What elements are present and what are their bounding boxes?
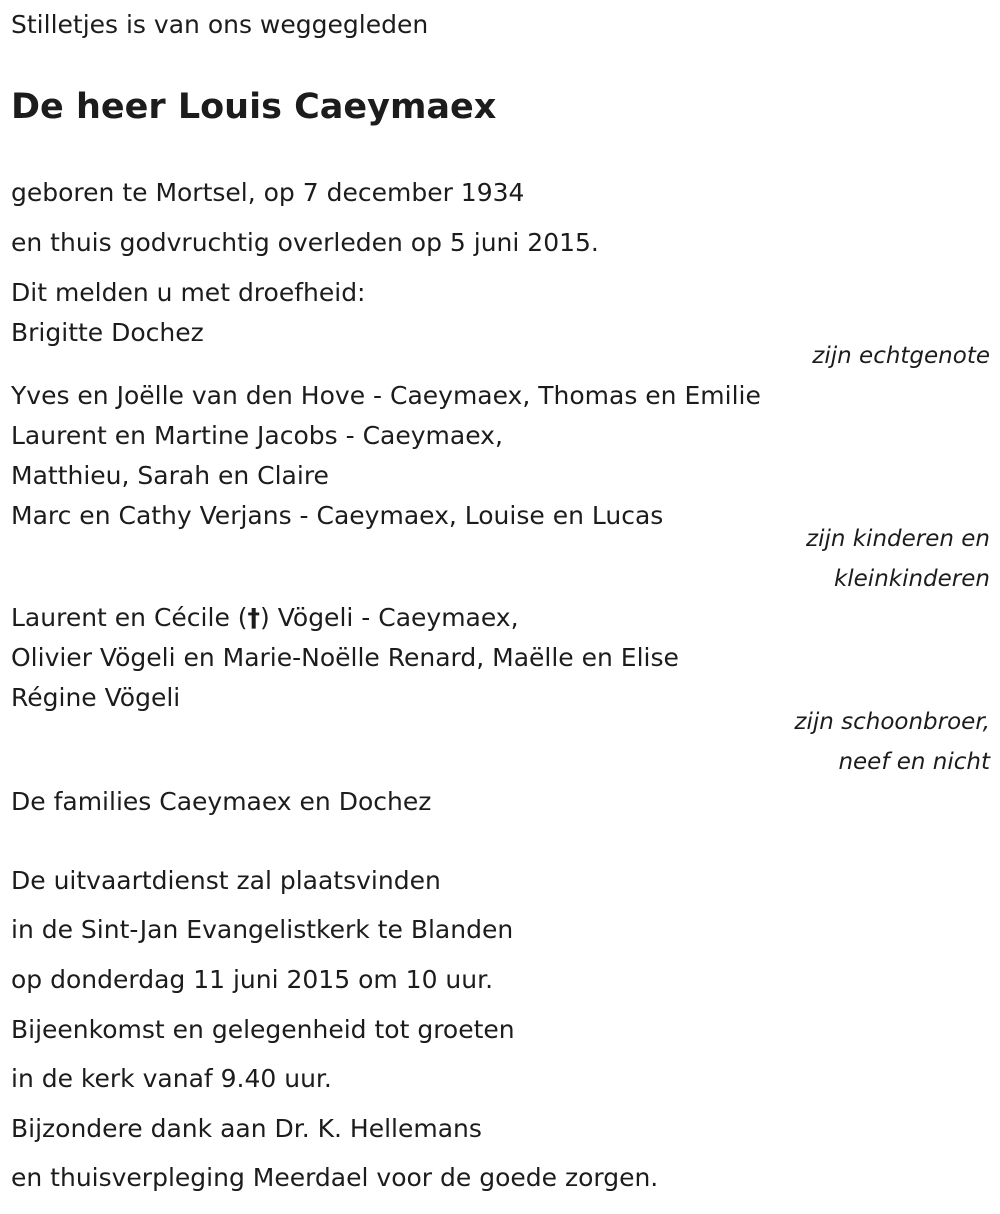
death-line: en thuis godvruchtig overleden op 5 juni 2015. xyxy=(11,228,599,257)
service-line: in de Sint-Jan Evangelistkerk te Blanden xyxy=(11,915,514,944)
children-line: Yves en Joëlle van den Hove - Caeymaex, Thomas en Emilie xyxy=(11,381,761,410)
children-line: Matthieu, Sarah en Claire xyxy=(11,461,329,490)
deceased-name: De heer Louis Caeymaex xyxy=(11,87,497,127)
service-line: Bijeenkomst en gelegenheid tot groeten xyxy=(11,1015,515,1044)
inlaws-role: zijn schoonbroer, xyxy=(794,709,990,735)
cross-icon: † xyxy=(247,603,261,632)
children-role: kleinkinderen xyxy=(833,566,990,592)
service-line: De uitvaartdienst zal plaatsvinden xyxy=(11,866,441,895)
children-line: Marc en Cathy Verjans - Caeymaex, Louise en Lucas xyxy=(11,501,664,530)
service-line: Bijzondere dank aan Dr. K. Hellemans xyxy=(11,1114,482,1143)
inlaws-line xyxy=(11,603,519,633)
children-line: Laurent en Martine Jacobs - Caeymaex, xyxy=(11,421,503,450)
inlaws-line: Régine Vögeli xyxy=(11,683,181,712)
birth-line: geboren te Mortsel, op 7 december 1934 xyxy=(11,178,525,207)
inlaws-line: Olivier Vögeli en Marie-Noëlle Renard, Maëlle en Elise xyxy=(11,643,679,672)
families-line: De families Caeymaex en Dochez xyxy=(11,787,432,816)
inlaws-line-start: Laurent en Cécile ( xyxy=(11,603,248,632)
service-line: en thuisverpleging Meerdael voor de goede zorgen. xyxy=(11,1163,659,1192)
service-line: in de kerk vanaf 9.40 uur. xyxy=(11,1064,332,1093)
spouse-name: Brigitte Dochez xyxy=(11,318,204,347)
children-role: zijn kinderen en xyxy=(806,526,990,552)
inlaws-role: neef en nicht xyxy=(838,749,990,775)
intro-text: Stilletjes is van ons weggegleden xyxy=(11,10,429,39)
service-line: op donderdag 11 juni 2015 om 10 uur. xyxy=(11,965,494,994)
announce-line: Dit melden u met droefheid: xyxy=(11,278,366,307)
spouse-role: zijn echtgenote xyxy=(812,343,990,369)
inlaws-line-end: ) Vögeli - Caeymaex, xyxy=(260,603,519,632)
